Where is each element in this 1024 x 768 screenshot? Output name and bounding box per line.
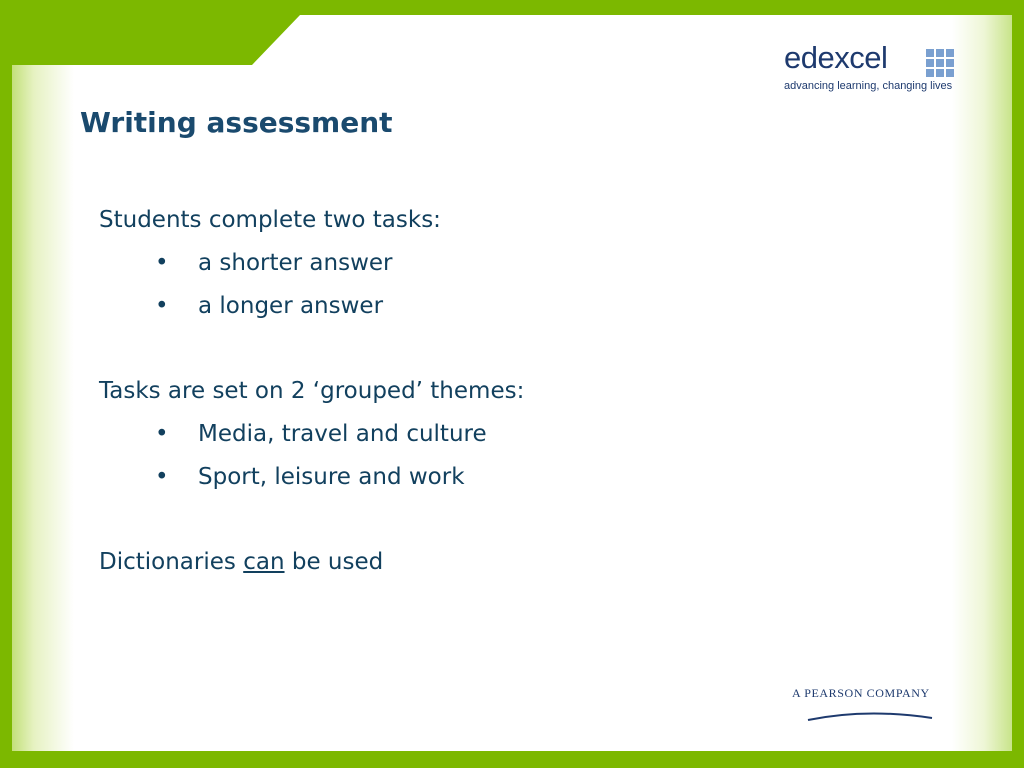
edexcel-logo — [784, 40, 954, 96]
bullet-text: Media, travel and culture — [198, 421, 487, 447]
themes-intro: Tasks are set on 2 ‘grouped’ themes: — [99, 378, 525, 404]
bullet-text: a shorter answer — [198, 250, 393, 276]
bullet-text: a longer answer — [198, 293, 384, 319]
dictionary-after: be used — [284, 549, 384, 575]
bullet-icon: • — [155, 250, 169, 276]
logo-tagline: advancing learning, changing lives — [784, 80, 953, 92]
list-item — [99, 416, 899, 459]
dictionary-before: Dictionaries — [99, 549, 244, 575]
dictionary-emphasis: can — [243, 549, 285, 575]
dictionary-note — [99, 544, 899, 587]
slide-body — [99, 202, 899, 587]
list-item — [99, 245, 899, 288]
slide-title: Writing assessment — [80, 106, 393, 139]
pearson-text: A PEARSON COMPANY — [792, 686, 930, 700]
list-item — [99, 459, 899, 502]
bullet-icon: • — [155, 464, 169, 490]
pearson-swoosh-icon — [806, 704, 936, 724]
list-item — [99, 288, 899, 331]
logo-grid-icon — [926, 49, 954, 77]
bullet-icon: • — [155, 421, 169, 447]
bullet-text: Sport, leisure and work — [198, 464, 465, 490]
pearson-logo — [792, 686, 954, 726]
logo-wordmark: edexcel — [784, 40, 888, 75]
bullet-icon: • — [155, 293, 169, 319]
tasks-intro: Students complete two tasks: — [99, 207, 441, 233]
